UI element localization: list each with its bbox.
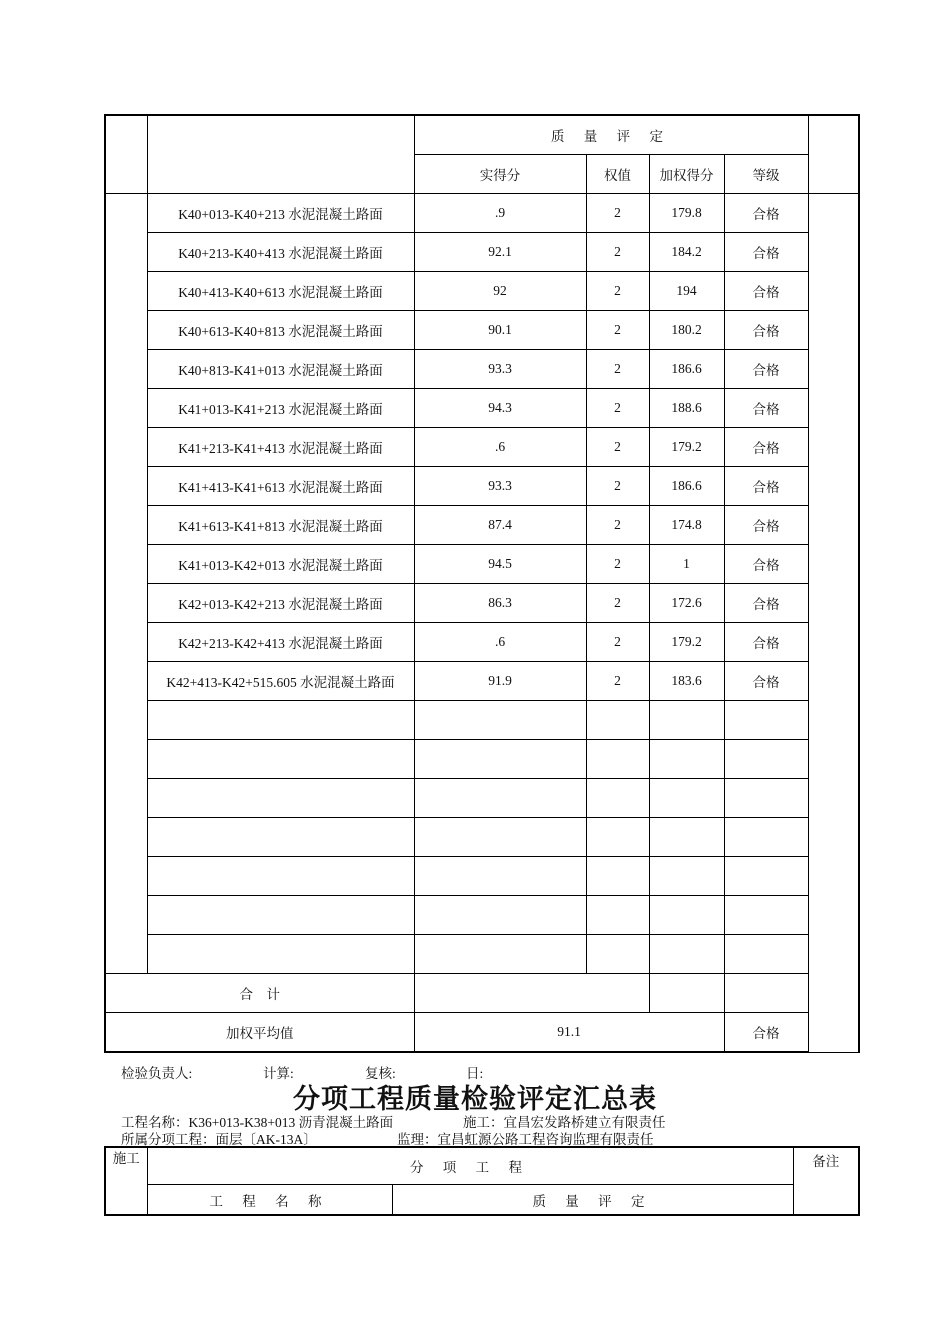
project-name: 工程名称：K36+013-K38+013 沥青混凝土路面 — [121, 1115, 394, 1130]
table-row — [105, 350, 859, 389]
segment-name-cell: K42+413-K42+515.605 水泥混凝土路面 — [147, 662, 414, 701]
grade-cell — [724, 935, 808, 974]
index-column — [105, 194, 147, 974]
segment-name-cell: K41+213-K41+413 水泥混凝土路面 — [147, 428, 414, 467]
col-grade-header: 等级 — [724, 155, 808, 194]
weighted-score-cell — [649, 701, 724, 740]
actual-score-cell: 90.1 — [414, 311, 586, 350]
actual-score-cell: .6 — [414, 623, 586, 662]
grade-cell — [724, 740, 808, 779]
actual-score-cell — [414, 896, 586, 935]
total-actual-cell — [414, 974, 649, 1013]
weighted-score-cell: 174.8 — [649, 506, 724, 545]
subitem-header: 分 项 工 程 — [147, 1147, 793, 1185]
project-name-header: 工 程 名 称 — [147, 1185, 392, 1216]
actual-score-cell — [414, 779, 586, 818]
weighted-score-cell — [649, 935, 724, 974]
segment-name-cell — [147, 935, 414, 974]
grade-cell: 合格 — [724, 506, 808, 545]
table-row — [105, 428, 859, 467]
weighted-score-cell — [649, 857, 724, 896]
actual-score-cell: 93.3 — [414, 350, 586, 389]
segment-name-cell: K41+413-K41+613 水泥混凝土路面 — [147, 467, 414, 506]
calc-label: 计算: — [263, 1066, 294, 1081]
weight-cell: 2 — [586, 506, 649, 545]
blank-header-cell — [105, 115, 147, 194]
total-row — [105, 974, 859, 1013]
grade-cell: 合格 — [724, 233, 808, 272]
table-row — [105, 896, 859, 935]
date-label: 日: — [466, 1066, 484, 1081]
weighted-score-cell: 184.2 — [649, 233, 724, 272]
weighted-score-cell: 179.8 — [649, 194, 724, 233]
actual-score-cell: 94.3 — [414, 389, 586, 428]
actual-score-cell: 91.9 — [414, 662, 586, 701]
segment-name-cell: K40+013-K40+213 水泥混凝土路面 — [147, 194, 414, 233]
table-row — [105, 779, 859, 818]
evaluation-table — [104, 114, 860, 1053]
table-row — [105, 584, 859, 623]
col-weight-header: 权值 — [586, 155, 649, 194]
weight-cell: 2 — [586, 623, 649, 662]
total-label: 合 计 — [105, 974, 414, 1013]
actual-score-cell: .6 — [414, 428, 586, 467]
weight-cell: 2 — [586, 350, 649, 389]
segment-name-cell: K42+013-K42+213 水泥混凝土路面 — [147, 584, 414, 623]
remark-header: 备注 — [793, 1147, 859, 1215]
construction-header: 施工 — [105, 1147, 147, 1215]
actual-score-cell — [414, 857, 586, 896]
weighted-score-cell: 172.6 — [649, 584, 724, 623]
grade-cell: 合格 — [724, 428, 808, 467]
grade-cell: 合格 — [724, 545, 808, 584]
weight-cell: 2 — [586, 194, 649, 233]
segment-name-cell — [147, 701, 414, 740]
grade-cell — [724, 857, 808, 896]
actual-score-cell: 92.1 — [414, 233, 586, 272]
segment-name-cell — [147, 740, 414, 779]
quality-header: 质 量 评 定 — [392, 1185, 793, 1216]
weighted-score-cell: 183.6 — [649, 662, 724, 701]
grade-cell — [724, 818, 808, 857]
weighted-score-cell: 186.6 — [649, 350, 724, 389]
weighted-score-cell: 179.2 — [649, 428, 724, 467]
actual-score-cell: .9 — [414, 194, 586, 233]
actual-score-cell — [414, 935, 586, 974]
table-row — [105, 857, 859, 896]
grade-cell: 合格 — [724, 584, 808, 623]
weight-cell: 2 — [586, 584, 649, 623]
summary-header-table — [104, 1146, 860, 1216]
grade-cell: 合格 — [724, 272, 808, 311]
weight-cell: 2 — [586, 233, 649, 272]
grade-cell: 合格 — [724, 662, 808, 701]
table-row — [105, 701, 859, 740]
grade-cell: 合格 — [724, 311, 808, 350]
table-row — [105, 545, 859, 584]
weighted-score-cell — [649, 740, 724, 779]
grade-cell: 合格 — [724, 389, 808, 428]
weight-cell: 2 — [586, 545, 649, 584]
average-grade: 合格 — [724, 1013, 808, 1053]
grade-cell: 合格 — [724, 467, 808, 506]
weighted-score-cell — [649, 779, 724, 818]
weighted-score-cell — [649, 896, 724, 935]
weighted-score-cell — [649, 818, 724, 857]
actual-score-cell: 86.3 — [414, 584, 586, 623]
weight-cell: 2 — [586, 389, 649, 428]
form-title: 分项工程质量检验评定汇总表 — [293, 1084, 657, 1114]
table-row — [105, 740, 859, 779]
weighted-score-cell: 186.6 — [649, 467, 724, 506]
col-weighted-header: 加权得分 — [649, 155, 724, 194]
total-weighted-cell — [649, 974, 724, 1013]
table-row — [105, 506, 859, 545]
actual-score-cell: 87.4 — [414, 506, 586, 545]
grade-cell — [724, 701, 808, 740]
grade-cell: 合格 — [724, 194, 808, 233]
segment-name-cell: K42+213-K42+413 水泥混凝土路面 — [147, 623, 414, 662]
table-row — [105, 272, 859, 311]
weighted-score-cell: 180.2 — [649, 311, 724, 350]
review-label: 复核: — [365, 1066, 396, 1081]
actual-score-cell — [414, 740, 586, 779]
weight-cell — [586, 857, 649, 896]
segment-name-cell — [147, 818, 414, 857]
table-row — [105, 662, 859, 701]
table-row — [105, 623, 859, 662]
grade-cell — [724, 779, 808, 818]
weighted-score-cell: 1 — [649, 545, 724, 584]
sub-project: 所属分项工程：面层〔AK-13A〕 — [121, 1132, 317, 1147]
table-row — [105, 935, 859, 974]
weight-cell — [586, 896, 649, 935]
weight-cell — [586, 740, 649, 779]
table-row — [105, 311, 859, 350]
segment-name-cell: K41+013-K41+213 水泥混凝土路面 — [147, 389, 414, 428]
actual-score-cell — [414, 818, 586, 857]
weight-cell: 2 — [586, 428, 649, 467]
average-row — [105, 1013, 859, 1053]
weight-cell — [586, 935, 649, 974]
table-row — [105, 233, 859, 272]
weight-cell — [586, 818, 649, 857]
average-value: 91.1 — [414, 1013, 724, 1053]
weighted-score-cell: 188.6 — [649, 389, 724, 428]
col-actual-header: 实得分 — [414, 155, 586, 194]
segment-name-cell: K41+013-K42+013 水泥混凝土路面 — [147, 545, 414, 584]
inspector-label: 检验负责人: — [121, 1066, 193, 1081]
remark-column — [808, 194, 859, 1053]
weight-cell: 2 — [586, 467, 649, 506]
segment-name-cell: K40+213-K40+413 水泥混凝土路面 — [147, 233, 414, 272]
weighted-score-cell: 179.2 — [649, 623, 724, 662]
contractor: 施工：宜昌宏发路桥建立有限责任 — [463, 1115, 666, 1130]
segment-name-cell: K40+813-K41+013 水泥混凝土路面 — [147, 350, 414, 389]
weight-cell: 2 — [586, 272, 649, 311]
table-row — [105, 389, 859, 428]
actual-score-cell: 92 — [414, 272, 586, 311]
table-row — [105, 818, 859, 857]
quality-group-header: 质 量 评 定 — [414, 115, 808, 155]
segment-name-cell: K40+613-K40+813 水泥混凝土路面 — [147, 311, 414, 350]
grade-cell: 合格 — [724, 350, 808, 389]
total-grade-cell — [724, 974, 808, 1013]
weight-cell: 2 — [586, 662, 649, 701]
grade-cell: 合格 — [724, 623, 808, 662]
actual-score-cell: 94.5 — [414, 545, 586, 584]
segment-name-cell: K41+613-K41+813 水泥混凝土路面 — [147, 506, 414, 545]
actual-score-cell: 93.3 — [414, 467, 586, 506]
segment-name-cell — [147, 779, 414, 818]
actual-score-cell — [414, 701, 586, 740]
blank-header-cell — [808, 115, 859, 194]
segment-name-cell — [147, 896, 414, 935]
table-row — [105, 467, 859, 506]
weight-cell: 2 — [586, 311, 649, 350]
weighted-score-cell: 194 — [649, 272, 724, 311]
supervisor: 监理：宜昌虹源公路工程咨询监理有限责任 — [397, 1132, 654, 1147]
segment-name-cell — [147, 857, 414, 896]
blank-header-cell — [147, 115, 414, 194]
average-label: 加权平均值 — [105, 1013, 414, 1053]
weight-cell — [586, 779, 649, 818]
table-row — [105, 194, 859, 233]
grade-cell — [724, 896, 808, 935]
segment-name-cell: K40+413-K40+613 水泥混凝土路面 — [147, 272, 414, 311]
weight-cell — [586, 701, 649, 740]
